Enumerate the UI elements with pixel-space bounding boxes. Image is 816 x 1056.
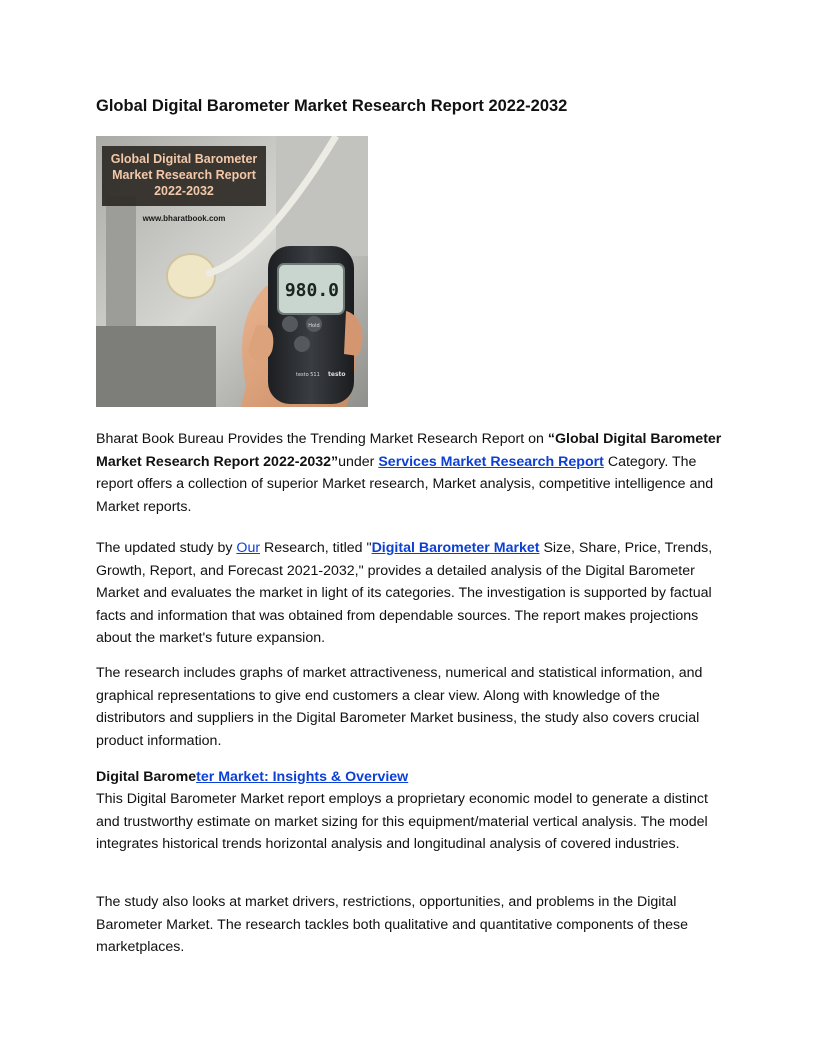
insights-heading-link[interactable]: ter Market: Insights & Overview xyxy=(196,769,409,785)
insights-heading xyxy=(96,766,726,789)
study-paragraph xyxy=(96,537,726,650)
category-link[interactable]: Services Market Research Report xyxy=(378,453,604,470)
study-tail: Size, Share, Price, Trends, Growth, Report, and Forecast 2021-2032," provides a detailed analysis of the Digital Barometer Market and evaluates the market in light of its categories. The investigation is supported by factual facts and information that was obtained from dependable sources. The report makes projections about the market's future expansion. xyxy=(96,540,713,647)
cover-title-line1: Global Digital Barometer xyxy=(110,152,258,166)
device-brand: testo xyxy=(328,371,346,378)
intro-report-name: “Global Digital Barometer Market Research Report 2022-2032” xyxy=(96,431,722,470)
device-model: testo 511 xyxy=(296,372,320,378)
study-lead: The updated study by xyxy=(96,540,237,556)
barometer-photo xyxy=(96,136,368,407)
research-paragraph: The research includes graphs of market attractiveness, numerical and statistical information, and graphical representations to give end customers a clear view. Along with knowledge of the distributors and suppliers in the Digital Barometer Market business, the study also covers crucial product information. xyxy=(96,665,703,749)
study-mid: Research, titled " xyxy=(260,540,372,556)
device-reading: 980.0 xyxy=(284,280,339,301)
intro-lead: Bharat Book Bureau Provides the Trending Market Research Report on xyxy=(96,431,548,447)
insights-paragraph: This Digital Barometer Market report employs a proprietary economic model to generate a distinct and trustworthy estimate on market sizing for this equipment/material vertical analysis. The model integrates historical trends horizontal analysis and longitudinal analysis of covered industries. xyxy=(96,791,708,853)
device-button-label: Hold xyxy=(308,323,320,329)
cover-title-line2: Market Research Report xyxy=(112,168,256,182)
cover-website: www.bharatbook.com xyxy=(142,214,226,223)
intro-under: under xyxy=(338,453,379,470)
insights-heading-plain: Digital Barome xyxy=(96,769,197,785)
our-link[interactable]: Our xyxy=(236,540,261,556)
intro-tail: Category. The report offers a collection of superior Market research, Market analysis, competitive intelligence and Market reports. xyxy=(96,453,714,515)
report-title: Global Digital Barometer Market Research Report 2022-2032 xyxy=(96,97,568,115)
market-link[interactable]: Digital Barometer Market xyxy=(371,540,540,556)
drivers-paragraph: The study also looks at market drivers, restrictions, opportunities, and problems in the Digital Barometer Market. The research tackles both qualitative and quantitative components of these marketplaces. xyxy=(96,894,689,956)
cover-title-line3: 2022-2032 xyxy=(154,184,214,198)
intro-paragraph xyxy=(96,428,726,518)
cover-image xyxy=(96,136,368,407)
